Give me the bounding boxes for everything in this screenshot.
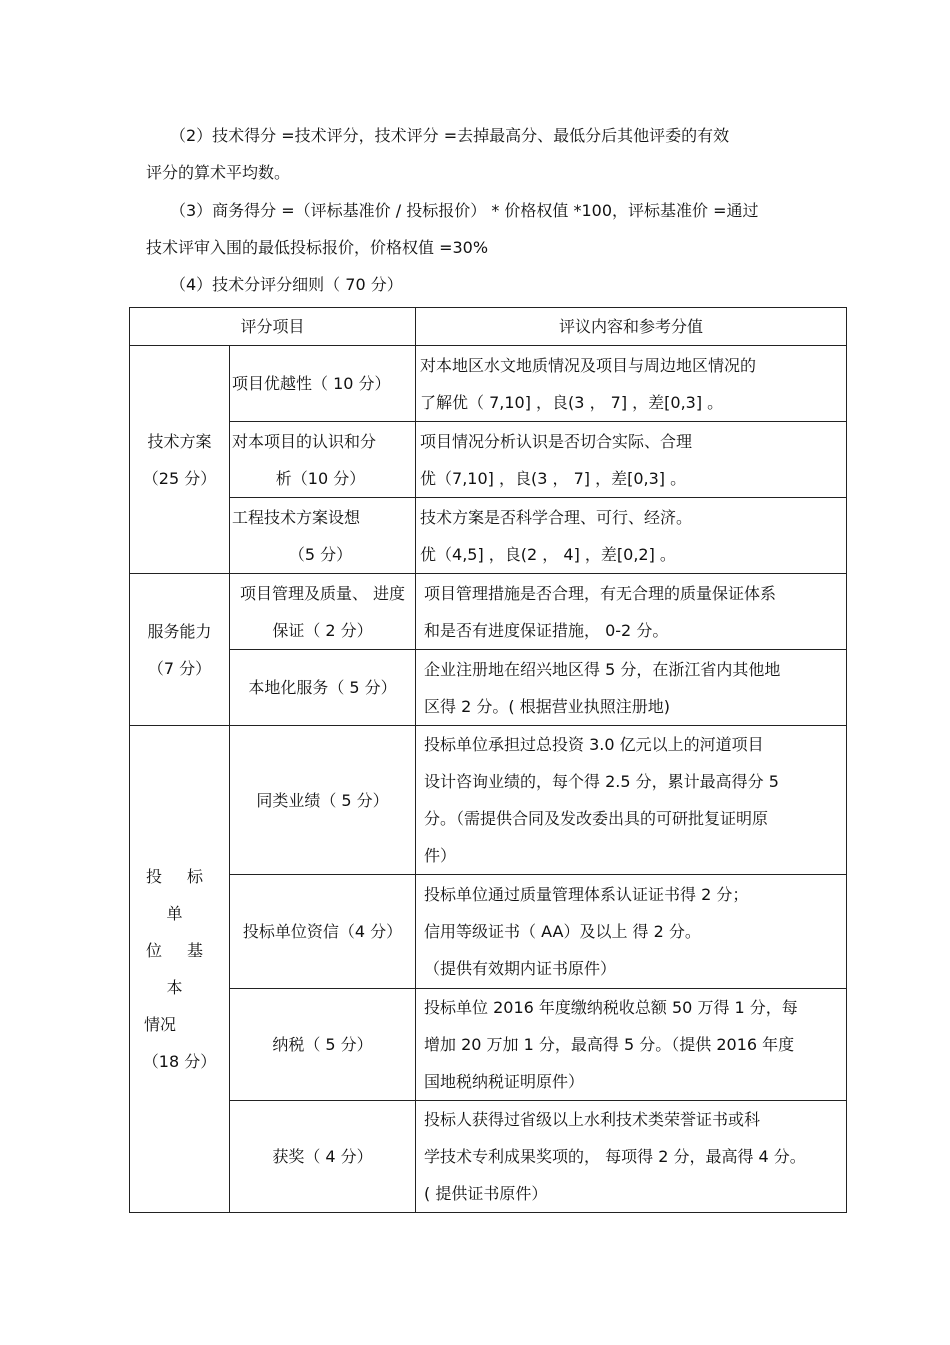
content-line: 区得 2 分。( 根据营业执照注册地) bbox=[424, 696, 670, 716]
item-name-cell bbox=[230, 498, 416, 574]
content-line: 和是否有进度保证措施， 0-2 分。 bbox=[424, 620, 669, 640]
item-name-line: 获奖（ 4 分） bbox=[272, 1147, 373, 1166]
category-label-line: 技术方案 bbox=[147, 431, 212, 451]
table-row bbox=[130, 1101, 847, 1213]
table-row bbox=[130, 650, 847, 726]
table-row bbox=[130, 875, 847, 989]
content-line: 信用等级证书（ AA）及以上 得 2 分。 bbox=[424, 922, 701, 941]
item-content-cell bbox=[416, 650, 847, 726]
item-name-cell bbox=[230, 1101, 416, 1213]
item-name-cell bbox=[230, 574, 416, 650]
item-name-line: 保证（ 2 分） bbox=[272, 620, 373, 640]
item-content-cell bbox=[416, 989, 847, 1101]
scoring-table bbox=[129, 307, 847, 1213]
item-name-line: （5 分） bbox=[288, 544, 353, 564]
category-label-line: 位 基 本 bbox=[145, 941, 214, 997]
table-row bbox=[130, 498, 847, 574]
item-name-line: 对本项目的认识和分 bbox=[232, 431, 377, 451]
content-line: 对本地区水文地质情况及项目与周边地区情况的 bbox=[420, 355, 757, 375]
item-name-cell bbox=[230, 875, 416, 989]
content-line: 投标单位 2016 年度缴纳税收总额 50 万得 1 分，每 bbox=[424, 998, 798, 1017]
table-row bbox=[130, 346, 847, 422]
header-scoring-item: 评分项目 bbox=[130, 308, 416, 346]
item-name-cell bbox=[230, 650, 416, 726]
content-line: 优（7,10] ，良(3 ， 7] ，差[0,3] 。 bbox=[420, 468, 687, 488]
table-row bbox=[130, 422, 847, 498]
table-row bbox=[130, 989, 847, 1101]
table-row bbox=[130, 574, 847, 650]
item-name-line: 同类业绩（ 5 分） bbox=[256, 790, 389, 810]
item-name-line: 项目管理及质量、 进度 bbox=[239, 583, 406, 603]
item-content-cell bbox=[416, 574, 847, 650]
category-label-line: 投 标 单 bbox=[145, 867, 214, 923]
content-line: 投标单位通过质量管理体系认证证书得 2 分； bbox=[424, 885, 749, 904]
category-technical-plan bbox=[130, 346, 230, 574]
item-name-line: 析（10 分） bbox=[275, 468, 366, 488]
content-line: 技术方案是否科学合理、可行、经济。 bbox=[420, 507, 693, 527]
paragraph-4-heading: （4）技术分评分细则（ 70 分） bbox=[170, 275, 403, 294]
category-service-capability bbox=[130, 574, 230, 726]
category-label-line: （18 分） bbox=[142, 1052, 217, 1071]
item-name-line: 工程技术方案设想 bbox=[232, 507, 361, 527]
content-line: 分。（需提供合同及发改委出具的可研批复证明原 bbox=[424, 809, 769, 828]
item-name-cell bbox=[230, 422, 416, 498]
paragraph-2-line-2: 评分的算术平均数。 bbox=[146, 163, 291, 182]
item-content-cell bbox=[416, 726, 847, 875]
content-line: 优（4,5] ，良(2 ， 4] ，差[0,2] 。 bbox=[420, 544, 676, 564]
item-name-line: 纳税（ 5 分） bbox=[272, 1035, 373, 1054]
content-line: 了解优（ 7,10] ，良(3 ， 7] ，差[0,3] 。 bbox=[420, 392, 724, 412]
content-line: 项目管理措施是否合理，有无合理的质量保证体系 bbox=[424, 583, 777, 603]
item-content-cell bbox=[416, 498, 847, 574]
item-content-cell bbox=[416, 422, 847, 498]
content-line: ( 提供证书原件） bbox=[424, 1184, 548, 1203]
item-name-cell bbox=[230, 726, 416, 875]
item-name-line: 投标单位资信（4 分） bbox=[242, 922, 403, 941]
content-line: 学技术专利成果奖项的， 每项得 2 分，最高得 4 分。 bbox=[424, 1147, 806, 1166]
paragraph-2-line-1: （2）技术得分 =技术评分，技术评分 =去掉最高分、最低分后其他评委的有效 bbox=[170, 126, 730, 145]
category-label-line: 情况 bbox=[144, 1015, 177, 1034]
content-line: 投标单位承担过总投资 3.0 亿元以上的河道项目 bbox=[424, 735, 764, 754]
category-label-line: 服务能力 bbox=[147, 621, 212, 641]
category-label-line: （7 分） bbox=[147, 658, 212, 678]
table-header-row bbox=[130, 308, 847, 346]
item-name-cell bbox=[230, 346, 416, 422]
content-line: 项目情况分析认识是否切合实际、合理 bbox=[420, 431, 693, 451]
category-bidder-basics bbox=[130, 726, 230, 1213]
category-label-line: （25 分） bbox=[142, 468, 217, 488]
table-row bbox=[130, 726, 847, 875]
item-name-cell bbox=[230, 989, 416, 1101]
item-content-cell bbox=[416, 1101, 847, 1213]
content-line: 投标人获得过省级以上水利技术类荣誉证书或科 bbox=[424, 1110, 761, 1129]
content-line: 国地税纳税证明原件） bbox=[424, 1072, 585, 1091]
item-name-line: 项目优越性（ 10 分） bbox=[232, 374, 391, 393]
header-evaluation-content: 评议内容和参考分值 bbox=[416, 308, 847, 346]
content-line: 企业注册地在绍兴地区得 5 分，在浙江省内其他地 bbox=[424, 659, 781, 679]
content-line: 设计咨询业绩的，每个得 2.5 分，累计最高得分 5 bbox=[424, 772, 779, 791]
paragraph-3-line-2: 技术评审入围的最低投标报价，价格权值 =30% bbox=[146, 238, 489, 257]
content-line: 件） bbox=[424, 846, 457, 865]
content-line: 增加 20 万加 1 分，最高得 5 分。（提供 2016 年度 bbox=[424, 1035, 795, 1054]
content-line: （提供有效期内证书原件） bbox=[424, 959, 617, 978]
item-content-cell bbox=[416, 346, 847, 422]
item-name-line: 本地化服务（ 5 分） bbox=[248, 678, 397, 697]
paragraph-3-line-1: （3）商务得分 =（评标基准价 / 投标报价） * 价格权值 *100，评标基准价 =通过 bbox=[170, 201, 759, 220]
item-content-cell bbox=[416, 875, 847, 989]
